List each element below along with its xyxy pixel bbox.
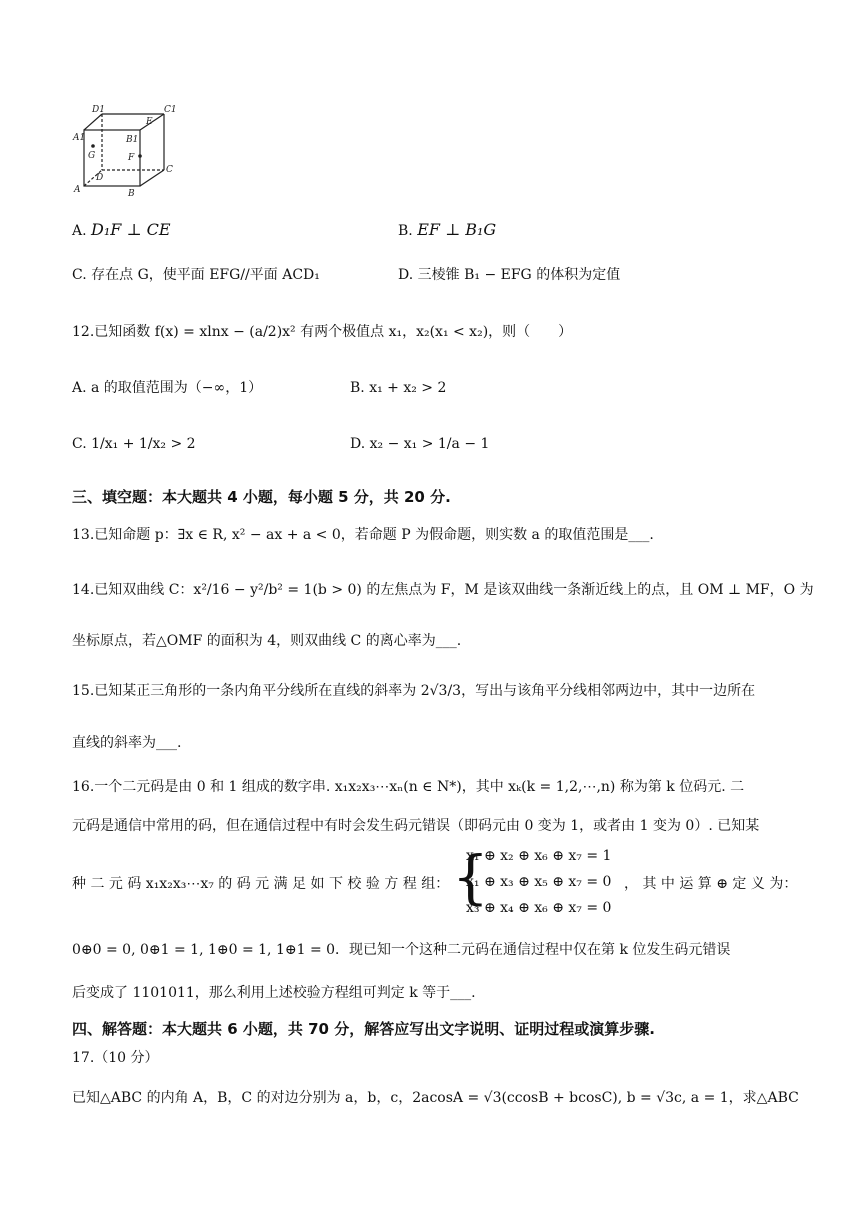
q17-text: 已知△ABC 的内角 A，B，C 的对边分别为 a，b，c，2acosA = √3(ccosB + bcosC), b = √3c, a = 1，求△ABC (72, 1090, 799, 1106)
q12-option-b: B. x₁ + x₂ > 2 (350, 380, 447, 396)
point-g (91, 144, 95, 148)
section-4-heading: 四、解答题：本大题共 6 小题，共 70 分，解答应写出文字说明、证明过程或演算步骤. (72, 1020, 655, 1038)
label-g: G (88, 151, 96, 161)
system-brace: { (452, 843, 489, 911)
q11-option-d-text: 三棱锥 B₁ − EFG 的体积为定值 (417, 267, 621, 283)
q17-head: 17.（10 分） (72, 1050, 159, 1066)
label-c: C (166, 165, 173, 175)
q12-option-a: A. a 的取值范围为（−∞，1） (72, 380, 263, 396)
q11-option-c-label: C. (72, 267, 87, 283)
q11-option-d (398, 265, 620, 285)
label-e: E (146, 117, 153, 127)
q14-line-2: 坐标原点，若△OMF 的面积为 4，则双曲线 C 的离心率为___. (72, 633, 462, 649)
label-a: A (74, 185, 81, 195)
q14-line-1: 14.已知双曲线 C：x²/16 − y²/b² = 1(b > 0) 的左焦点为 F，M 是该双曲线一条渐近线上的点，且 OM ⊥ MF，O 为 (72, 582, 814, 598)
q15-line-1: 15.已知某正三角形的一条内角平分线所在直线的斜率为 2√3/3，写出与该角平分线相邻两边中，其中一边所在 (72, 683, 756, 699)
label-f: F (128, 153, 135, 163)
q16-line-1: 16.一个二元码是由 0 和 1 组成的数字串. x₁x₂x₃⋯xₙ(n ∈ N*)，其中 xₖ(k = 1,2,⋯,n) 称为第 k 位码元. 二 (72, 779, 745, 795)
q13-text: 13.已知命题 p：∃x ∈ R, x² − ax + a < 0，若命题 P 为假命题，则实数 a 的取值范围是___. (72, 527, 654, 543)
q16-line-3-post: ， 其 中 运 算 ⊕ 定 义 为： (624, 876, 798, 892)
label-a1: A1 (73, 133, 86, 143)
q11-option-d-label: D. (398, 267, 414, 283)
q16-equation-1: x₁ ⊕ x₂ ⊕ x₆ ⊕ x₇ = 1 (466, 848, 612, 864)
q16-equation-3: x₃ ⊕ x₄ ⊕ x₆ ⊕ x₇ = 0 (466, 900, 612, 916)
label-b1: B1 (126, 135, 139, 145)
q12-option-c: C. 1/x₁ + 1/x₂ > 2 (72, 436, 196, 452)
label-b: B (128, 189, 135, 199)
q11-option-c-text: 存在点 G，使平面 EFG//平面 ACD₁ (91, 267, 320, 283)
q16-line-2: 元码是通信中常用的码，但在通信过程中有时会发生码元错误（即码元由 0 变为 1，或者由 1 变为 0）. 已知某 (72, 818, 760, 834)
q12-stem: 12.已知函数 f(x) = xlnx − (a/2)x² 有两个极值点 x₁，x₂(x₁ < x₂)，则（ ） (72, 324, 573, 340)
q12-option-d: D. x₂ − x₁ > 1/a − 1 (350, 436, 490, 452)
q11-option-b-label: B. (398, 223, 413, 239)
q11-option-b-text: EF ⊥ B₁G (417, 220, 497, 239)
section-3-heading: 三、填空题：本大题共 4 小题，每小题 5 分，共 20 分. (72, 488, 451, 506)
q16-line-5: 后变成了 1101011，那么利用上述校验方程组可判定 k 等于___. (72, 985, 476, 1001)
q11-option-a (72, 220, 171, 241)
q16-line-3-pre: 种 二 元 码 x₁x₂x₃⋯x₇ 的 码 元 满 足 如 下 校 验 方 程 组： (72, 876, 450, 892)
q11-option-c (72, 265, 320, 285)
q16-equation-2: x₁ ⊕ x₃ ⊕ x₅ ⊕ x₇ = 0 (466, 874, 612, 890)
q15-line-2: 直线的斜率为___. (72, 735, 182, 751)
point-f (138, 154, 142, 158)
label-d: D (96, 173, 104, 183)
q16-line-4: 0⊕0 = 0, 0⊕1 = 1, 1⊕0 = 1, 1⊕1 = 0．现已知一个这种二元码在通信过程中仅在第 k 位发生码元错误 (72, 942, 731, 958)
q11-option-a-text: D₁F ⊥ CE (91, 220, 171, 239)
cube-figure (70, 100, 190, 200)
q11-option-a-label: A. (72, 223, 87, 239)
label-d1: D1 (92, 105, 105, 115)
q11-option-b (398, 220, 496, 241)
label-c1: C1 (164, 105, 177, 115)
